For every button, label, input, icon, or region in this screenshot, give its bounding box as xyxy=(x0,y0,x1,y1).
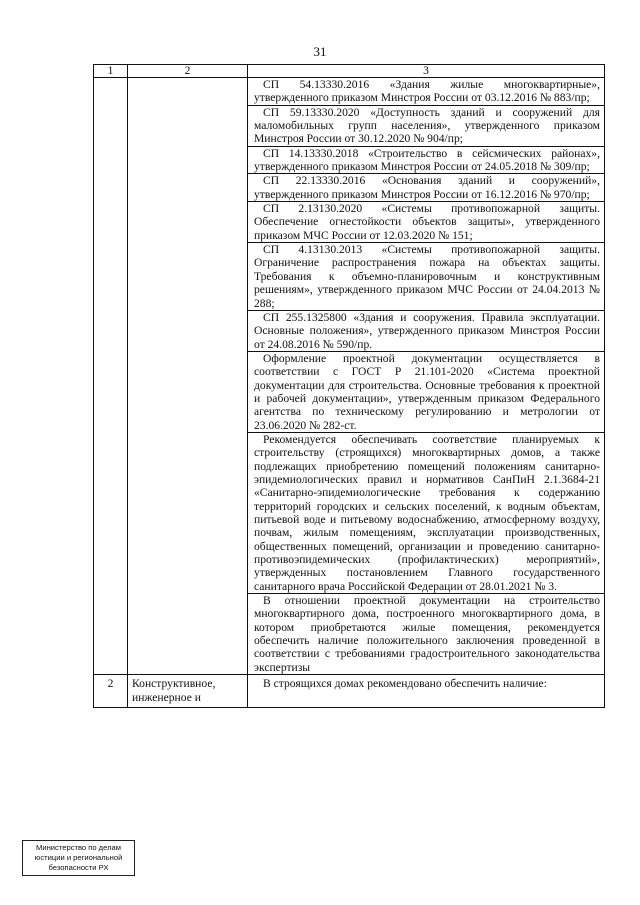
ministry-stamp xyxy=(22,840,135,876)
row-text-cell xyxy=(248,78,605,675)
header-col-3: 3 xyxy=(248,65,605,78)
segment-gost: Оформление проектной документации осуществляется в соответствии с ГОСТ Р 21.101-2020 «Система проектной документации для строительства. Основные требования к проектной и рабочей документации», утвержденным приказом Федерального агентства по техническому регулированию и метрологии от 23.06.2020 № 282-ст. xyxy=(248,351,604,432)
row-text-cell xyxy=(248,675,605,708)
segment-sp-4: СП 4.13130.2013 «Системы противопожарной защиты. Ограничение распространения пожара на объектах защиты. Требования к объемно-планировочным и конструктивным решениям», утвержденного приказом МЧС России от 24.04.2013 № 288; xyxy=(248,242,604,310)
row-text: В строящихся домах рекомендовано обеспечить наличие: xyxy=(263,677,547,691)
row-number-cell: 2 xyxy=(94,675,128,708)
stamp-line-3: безопасности РХ xyxy=(48,863,109,872)
segment-sp-255: СП 255.1325800 «Здания и сооружения. Правила эксплуатации. Основные положения», утвержденного приказом Минстроя России от 24.08.2016 № 590/пр. xyxy=(248,310,604,351)
segment-sp-59: СП 59.13330.2020 «Доступность зданий и сооружений для маломобильных групп населения», утвержденного приказом Минстроя России от 30.12.2020 № 904/пр; xyxy=(248,105,604,146)
table-row xyxy=(94,675,605,708)
header-col-2: 2 xyxy=(128,65,248,78)
requirements-table xyxy=(93,64,605,708)
row-name-cell xyxy=(128,78,248,675)
row-name-cell: Конструктивное, инженерное и xyxy=(128,675,248,708)
segment-sp-14: СП 14.13330.2018 «Строительство в сейсмических районах», утвержденного приказом Минстроя России от 24.05.2018 № 309/пр; xyxy=(248,146,604,174)
segment-sp-54: СП 54.13330.2016 «Здания жилые многоквартирные», утвержденного приказом Минстроя России от 03.12.2016 № 883/пр; xyxy=(254,78,600,105)
stamp-line-1: Министерство по делам xyxy=(36,843,121,852)
row-number-cell xyxy=(94,78,128,675)
page-number: 31 xyxy=(313,44,327,59)
table-header-row xyxy=(94,65,605,78)
stamp-line-2: юстиции и региональной xyxy=(34,853,123,862)
table-row xyxy=(94,78,605,675)
segment-sp-2: СП 2.13130.2020 «Системы противопожарной защиты. Обеспечение огнестойкости объектов защиты», утвержденного приказом МЧС России от 12.03.2020 № 151; xyxy=(248,201,604,242)
segment-sp-22: СП 22.13330.2016 «Основания зданий и сооружений», утвержденного приказом Минстроя России от 16.12.2016 № 970/пр; xyxy=(248,173,604,201)
segment-sanpin: Рекомендуется обеспечивать соответствие планируемых к строительству (строящихся) многоквартирных домов, а также подлежащих приобретению помещений положениям санитарно-эпидемиологических правил и нормативов СанПиН 2.1.3684-21 «Санитарно-эпидемиологические требования к содержанию территорий городских и сельских поселений, к водным объектам, питьевой воде и питьевому водоснабжению, атмосферному воздуху, почвам, жилым помещениям, эксплуатации производственных, общественных помещений, организации и проведению санитарно-противоэпидемических (профилактических) мероприятий», утвержденных постановлением Главного государственного санитарного врача Российской Федерации от 28.01.2021 № 3. xyxy=(248,432,604,593)
segment-expertise: В отношении проектной документации на строительство многоквартирного дома, построенного многоквартирного дома, в котором приобретаются жилые помещения, рекомендуется обеспечить наличие положительного заключения проведенной в соответствии с требованиями градостроительного законодательства экспертизы xyxy=(248,593,604,674)
header-col-1: 1 xyxy=(94,65,128,78)
